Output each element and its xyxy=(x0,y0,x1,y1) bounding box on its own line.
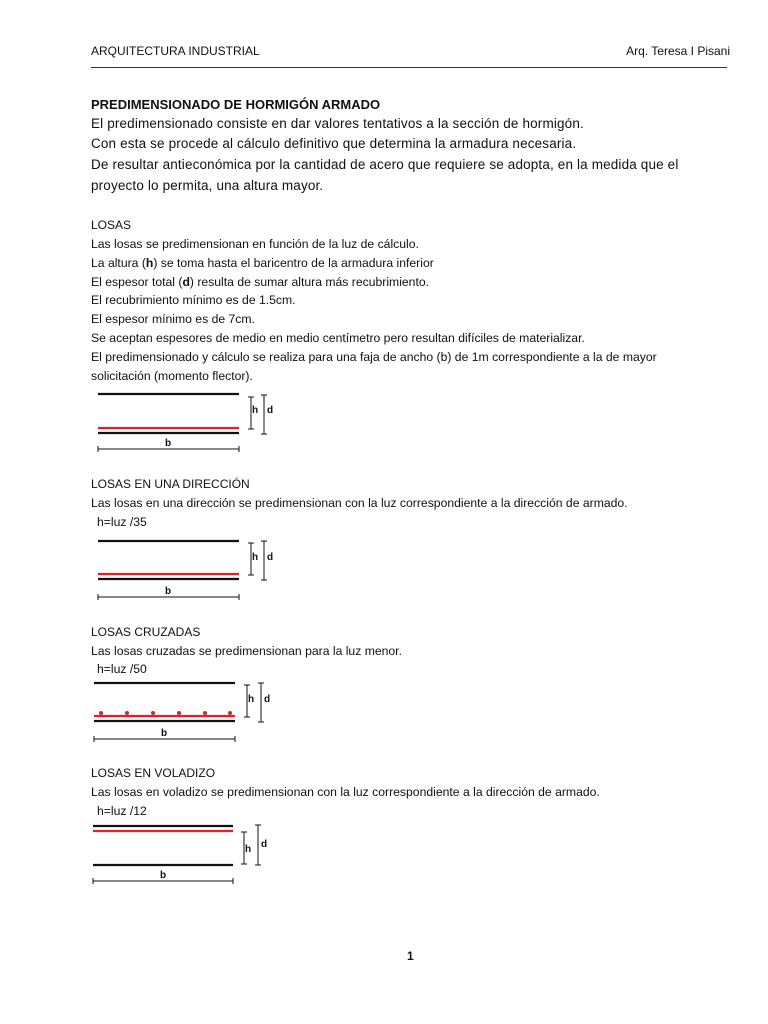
intro-line-2: Con esta se procede al cálculo definitivo que determina la armadura necesaria. xyxy=(91,136,577,151)
d-label: d xyxy=(267,552,274,563)
header-author: Arq. Teresa I Pisani xyxy=(626,44,730,58)
h-label: h xyxy=(252,552,259,563)
slab-section-diagram-2 xyxy=(90,535,290,601)
una-direccion-formula: h=luz /35 xyxy=(97,515,147,529)
losas-line-2 xyxy=(91,256,434,270)
losas-line-2-post: ) se toma hasta el baricentro de la armadura inferior xyxy=(153,256,434,270)
losas-line-5: El espesor mínimo es de 7cm. xyxy=(91,312,255,326)
intro-line-4: proyecto lo permita, una altura mayor. xyxy=(91,178,324,193)
h-label: h xyxy=(248,694,255,705)
page-title: PREDIMENSIONADO DE HORMIGÓN ARMADO xyxy=(91,97,381,112)
section-heading-voladizo: LOSAS EN VOLADIZO xyxy=(91,766,216,780)
page-number: 1 xyxy=(407,949,414,963)
losas-line-3-pre: El espesor total ( xyxy=(91,275,183,289)
section-heading-una-direccion: LOSAS EN UNA DIRECCIÓN xyxy=(91,477,250,491)
b-label: b xyxy=(160,870,167,881)
slab-section-diagram-4 xyxy=(86,820,286,886)
cruzadas-text: Las losas cruzadas se predimensionan para la luz menor. xyxy=(91,644,402,658)
b-label: b xyxy=(161,728,168,739)
una-direccion-text: Las losas en una dirección se predimensionan con la luz correspondiente a la dirección de armado. xyxy=(91,496,628,510)
losas-line-8: solicitación (momento flector). xyxy=(91,369,253,383)
section-heading-cruzadas: LOSAS CRUZADAS xyxy=(91,625,201,639)
losas-line-1: Las losas se predimensionan en función de la luz de cálculo. xyxy=(91,237,419,251)
transverse-rebar-dots xyxy=(99,711,232,715)
intro-line-1: El predimensionado consiste en dar valores tentativos a la sección de hormigón. xyxy=(91,116,584,131)
header-divider xyxy=(91,67,727,68)
section-heading-losas: LOSAS xyxy=(91,218,132,232)
header-course-title: ARQUITECTURA INDUSTRIAL xyxy=(91,44,260,58)
d-label: d xyxy=(261,839,268,850)
voladizo-formula: h=luz /12 xyxy=(97,804,147,818)
losas-line-2-h: h xyxy=(145,256,154,270)
d-label: d xyxy=(267,405,274,416)
losas-line-7: El predimensionado y cálculo se realiza para una faja de ancho (b) de 1m correspondiente a la de mayor xyxy=(91,350,657,364)
losas-line-3-post: ) resulta de sumar altura más recubrimiento. xyxy=(189,275,430,289)
b-label: b xyxy=(165,586,172,597)
intro-line-3: De resultar antieconómica por la cantidad de acero que requiere se adopta, en la medida que el xyxy=(91,157,679,172)
losas-line-2-pre: La altura ( xyxy=(91,256,146,270)
h-label: h xyxy=(245,844,252,855)
losas-line-3-d: d xyxy=(182,275,190,289)
losas-line-4: El recubrimiento mínimo es de 1.5cm. xyxy=(91,293,296,307)
h-label: h xyxy=(252,405,259,416)
losas-line-3 xyxy=(91,275,429,289)
slab-section-diagram-1 xyxy=(90,388,290,452)
slab-section-diagram-3 xyxy=(86,677,286,745)
b-label: b xyxy=(165,438,172,449)
cruzadas-formula: h=luz /50 xyxy=(97,662,147,676)
voladizo-text: Las losas en voladizo se predimensionan con la luz correspondiente a la dirección de armado. xyxy=(91,785,600,799)
d-label: d xyxy=(264,694,271,705)
losas-line-6: Se aceptan espesores de medio en medio centímetro pero resultan difíciles de materializar. xyxy=(91,331,585,345)
